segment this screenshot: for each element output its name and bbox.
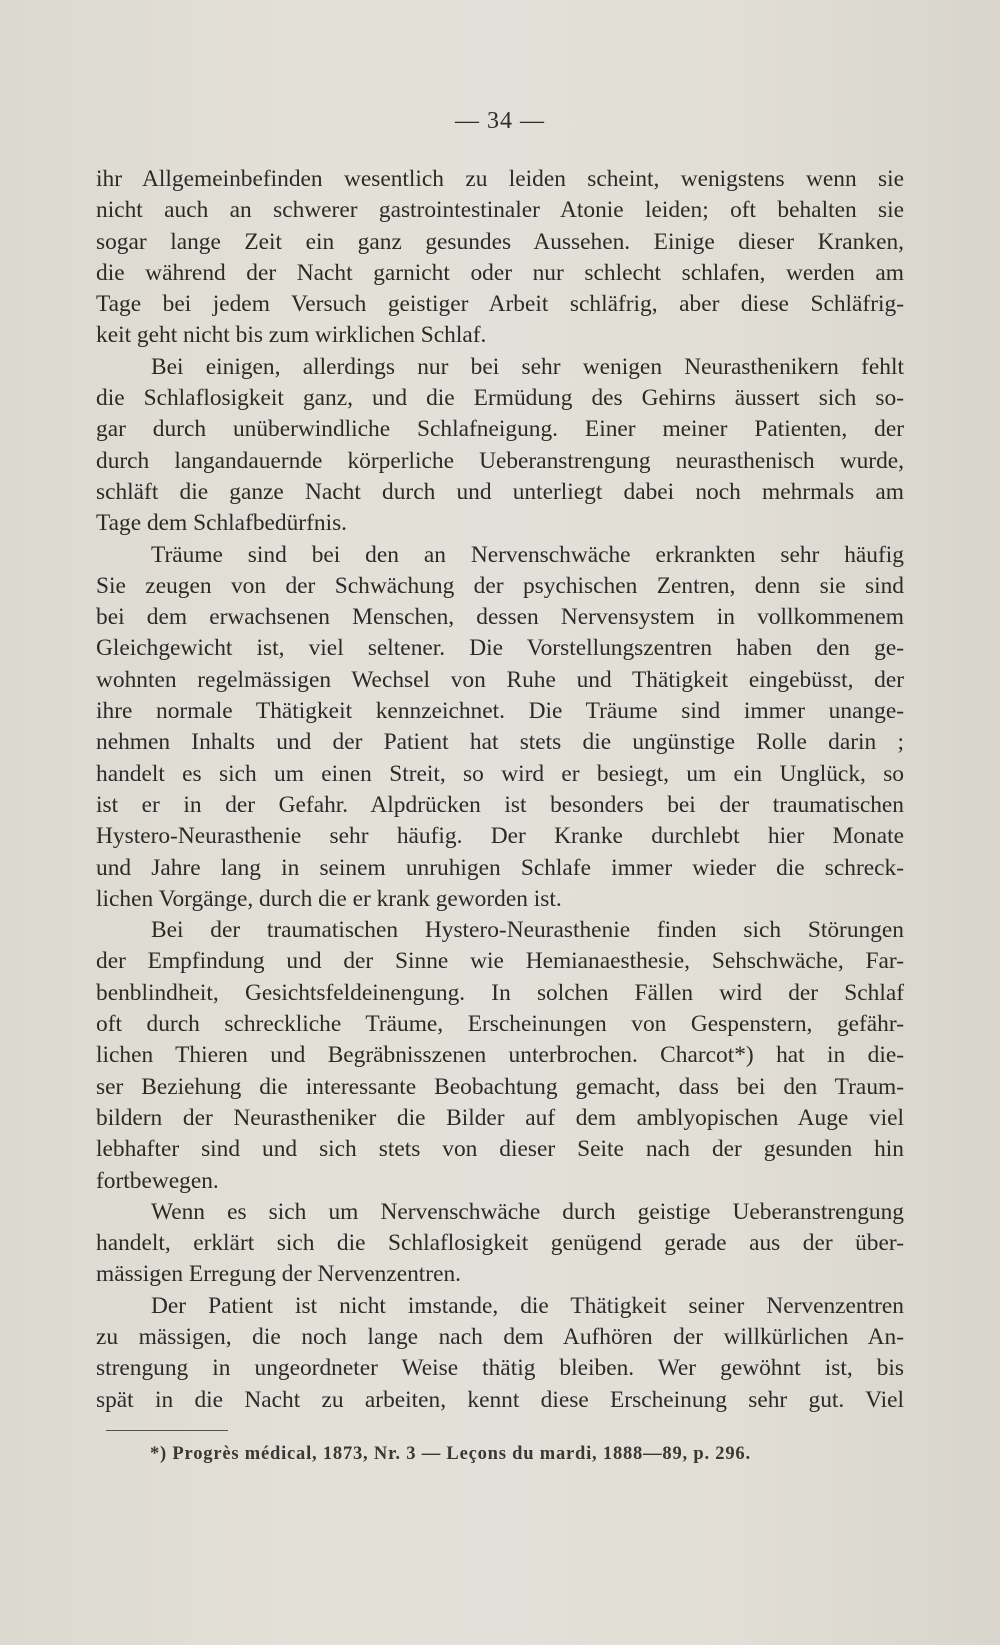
text-line: ist er in der Gefahr. Alpdrücken ist besonders bei der traumatischen: [96, 791, 904, 818]
text-line: bildern der Neurastheniker die Bilder auf dem amblyopischen Auge viel: [96, 1104, 904, 1131]
text-line: handelt, erklärt sich die Schlaflosigkeit genügend gerade aus der über-: [96, 1230, 904, 1257]
text-line: die während der Nacht garnicht oder nur schlecht schlafen, werden am: [96, 259, 904, 286]
text-line: bei dem erwachsenen Menschen, dessen Nervensystem in vollkommenem: [96, 604, 904, 631]
text-line: wohnten regelmässigen Wechsel von Ruhe und Thätigkeit eingebüsst, der: [96, 666, 904, 693]
text-line: und Jahre lang in seinem unruhigen Schlafe immer wieder die schreck-: [96, 854, 904, 881]
text-line: schläft die ganze Nacht durch und unterliegt dabei noch mehrmals am: [96, 478, 904, 505]
text-line: der Empfindung und der Sinne wie Hemianaesthesie, Sehschwäche, Far-: [96, 948, 904, 975]
text-line: Tage dem Schlafbedürfnis.: [96, 510, 348, 537]
text-line: Träume sind bei den an Nervenschwäche erkrankten sehr häufig: [151, 541, 904, 568]
text-line: Sie zeugen von der Schwächung der psychischen Zentren, denn sie sind: [96, 572, 904, 599]
text-line: Gleichgewicht ist, viel seltener. Die Vorstellungszentren haben den ge-: [96, 635, 904, 662]
text-line: die Schlaflosigkeit ganz, und die Ermüdung des Gehirns äussert sich so-: [96, 385, 904, 412]
text-line: mässigen Erregung der Nervenzentren.: [96, 1261, 461, 1288]
text-line: ihr Allgemeinbefinden wesentlich zu leiden scheint, wenigstens wenn sie: [96, 166, 904, 192]
text-line: lichen Vorgänge, durch die er krank geworden ist.: [96, 885, 562, 912]
text-line: handelt es sich um einen Streit, so wird er besiegt, um ein Unglück, so: [96, 760, 904, 787]
text-line: strengung in ungeordneter Weise thätig bleiben. Wer gewöhnt ist, bis: [96, 1355, 904, 1382]
text-line: Der Patient ist nicht imstande, die Thätigkeit seiner Nervenzentren: [151, 1292, 904, 1319]
text-line: durch langandauernde körperliche Ueberanstrengung neurasthenisch wurde,: [96, 447, 904, 474]
text-line: nehmen Inhalts und der Patient hat stets die ungünstige Rolle darin ;: [96, 729, 904, 756]
text-line: lichen Thieren und Begräbnisszenen unterbrochen. Charcot*) hat in die-: [96, 1042, 904, 1069]
footnote: *) Progrès médical, 1873, Nr. 3 — Leçons du mardi, 1888—89, p. 296.: [150, 1444, 751, 1464]
text-line: Bei der traumatischen Hystero-Neurasthenie finden sich Störungen: [151, 917, 904, 944]
footnote-divider: [106, 1430, 228, 1431]
text-line: keit geht nicht bis zum wirklichen Schlaf.: [96, 322, 487, 349]
text-line: Bei einigen, allerdings nur bei sehr wenigen Neurasthenikern fehlt: [151, 353, 904, 380]
text-line: spät in die Nacht zu arbeiten, kennt diese Erscheinung sehr gut. Viel: [96, 1386, 904, 1413]
text-line: gar durch unüberwindliche Schlafneigung. Einer meiner Patienten, der: [96, 416, 904, 443]
text-line: ser Beziehung die interessante Beobachtung gemacht, dass bei den Traum-: [96, 1073, 904, 1100]
body-text: [96, 164, 904, 1416]
text-line: Hystero-Neurasthenie sehr häufig. Der Kranke durchlebt hier Monate: [96, 823, 904, 850]
text-line: Wenn es sich um Nervenschwäche durch geistige Ueberanstrengung: [151, 1198, 904, 1225]
text-line: sogar lange Zeit ein ganz gesundes Aussehen. Einige dieser Kranken,: [96, 228, 904, 255]
text-line: benblindheit, Gesichtsfeldeinengung. In solchen Fällen wird der Schlaf: [96, 979, 904, 1006]
text-line: Tage bei jedem Versuch geistiger Arbeit schläfrig, aber diese Schläfrig-: [96, 291, 904, 318]
text-line: nicht auch an schwerer gastrointestinaler Atonie leiden; oft behalten sie: [96, 197, 904, 224]
text-line: lebhafter sind und sich stets von dieser Seite nach der gesunden hin: [96, 1136, 904, 1163]
text-line: oft durch schreckliche Träume, Erscheinungen von Gespenstern, gefähr-: [96, 1011, 904, 1038]
page-number: — 34 —: [455, 108, 545, 134]
text-line: zu mässigen, die noch lange nach dem Aufhören der willkürlichen An-: [96, 1323, 904, 1350]
text-line: fortbewegen.: [96, 1167, 219, 1194]
text-line: ihre normale Thätigkeit kennzeichnet. Die Träume sind immer unange-: [96, 698, 904, 725]
